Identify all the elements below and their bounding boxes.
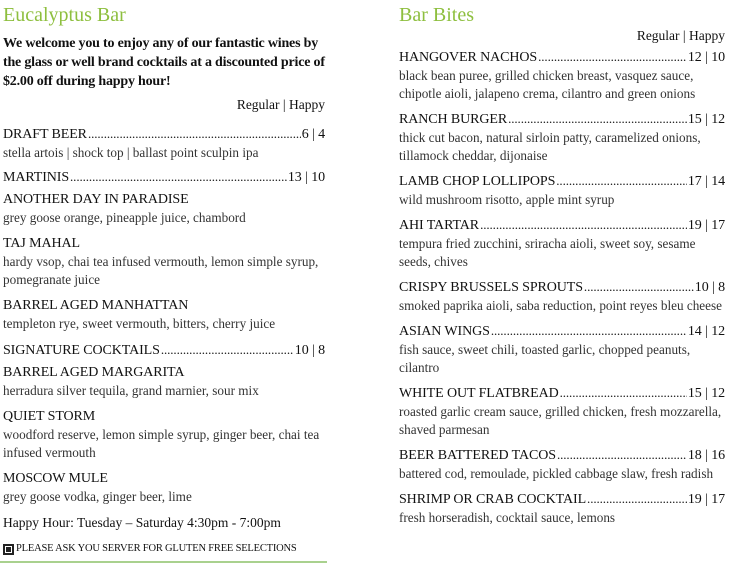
item-price: 10 | 8 <box>694 280 725 295</box>
item-name: HANGOVER NACHOS <box>399 50 538 65</box>
menu-item <box>399 278 725 315</box>
menu-item <box>399 110 725 165</box>
item-description: roasted garlic cream sauce, grilled chicken, fresh mozzarella, shaved parmesan <box>399 404 722 437</box>
bar-bites-title: Bar Bites <box>399 4 474 26</box>
menu-item <box>399 446 725 483</box>
item-description: fresh horseradish, cocktail sauce, lemons <box>399 510 616 525</box>
menu-item <box>399 48 725 103</box>
item-description: templeton rye, sweet vermouth, bitters, cherry juice <box>3 316 276 331</box>
item-description: tempura fried zucchini, sriracha aioli, sweet soy, sesame seeds, chives <box>399 236 696 269</box>
menu-item <box>3 125 325 162</box>
item-price: 18 | 16 <box>687 448 725 463</box>
item-price: 12 | 10 <box>687 50 725 65</box>
bar-bites-column <box>399 0 725 534</box>
item-name: AHI TARTAR <box>399 218 480 233</box>
menu-item <box>3 191 325 227</box>
item-name: DRAFT BEER <box>3 127 87 142</box>
menu-item <box>3 297 325 333</box>
item-price: 15 | 12 <box>687 112 725 127</box>
item-description: wild mushroom risotto, apple mint syrup <box>399 192 615 207</box>
item-name: MARTINIS <box>3 170 70 185</box>
happy-hour-schedule: Happy Hour: Tuesday – Saturday 4:30pm - 7:00pm <box>3 515 281 530</box>
item-description: woodford reserve, lemon simple syrup, ginger beer, chai tea infused vermouth <box>3 427 320 460</box>
item-price: 15 | 12 <box>687 386 725 401</box>
item-name: WHITE OUT FLATBREAD <box>399 386 559 401</box>
menu-item <box>399 216 725 271</box>
item-name: BARREL AGED MANHATTAN <box>3 298 189 313</box>
item-description: smoked paprika aioli, saba reduction, point reyes bleu cheese <box>399 298 722 313</box>
item-name: ANOTHER DAY IN PARADISE <box>3 192 189 207</box>
item-description: battered cod, remoulade, pickled cabbage slaw, fresh radish <box>399 466 714 481</box>
item-price: 13 | 10 <box>287 170 325 185</box>
happy-hour-intro: We welcome you to enjoy any of our fantastic wines by the glass or well brand cocktails at a discounted price of $2.00 off during happy hour! <box>3 36 325 89</box>
item-price: 19 | 17 <box>687 492 725 507</box>
item-name: BEER BATTERED TACOS <box>399 448 556 463</box>
menu-item <box>399 322 725 377</box>
bar-title: Eucalyptus Bar <box>3 4 126 26</box>
item-price: 17 | 14 <box>687 174 725 189</box>
item-name: BARREL AGED MARGARITA <box>3 365 185 380</box>
item-name: ASIAN WINGS <box>399 324 490 339</box>
item-description: stella artois | shock top | ballast point sculpin ipa <box>3 145 259 160</box>
item-price: 14 | 12 <box>687 324 725 339</box>
gluten-free-icon <box>3 544 14 555</box>
menu-item <box>399 490 725 527</box>
bar-menu-column <box>3 0 325 556</box>
menu-item <box>399 384 725 439</box>
item-description: grey goose vodka, ginger beer, lime <box>3 489 192 504</box>
item-name: QUIET STORM <box>3 409 96 424</box>
item-description: fish sauce, sweet chili, toasted garlic, chopped peanuts, cilantro <box>399 342 691 375</box>
footer-divider <box>0 561 327 563</box>
item-name: SIGNATURE COCKTAILS <box>3 343 160 358</box>
regular-happy-header: Regular | Happy <box>636 28 725 43</box>
item-name: RANCH BURGER <box>399 112 508 127</box>
menu-item <box>3 341 325 360</box>
item-price: 19 | 17 <box>687 218 725 233</box>
item-description: thick cut bacon, natural sirloin patty, caramelized onions, tillamock cheddar, dijonaise <box>399 130 701 163</box>
item-description: hardy vsop, chai tea infused vermouth, lemon simple syrup, pomegranate juice <box>3 254 319 287</box>
item-name: TAJ MAHAL <box>3 236 80 251</box>
menu-item <box>399 172 725 209</box>
item-price: 10 | 8 <box>294 343 325 358</box>
item-name: MOSCOW MULE <box>3 471 108 486</box>
item-name: SHRIMP OR CRAB COCKTAIL <box>399 492 587 507</box>
item-description: black bean puree, grilled chicken breast, vasquez sauce, chipotle aioli, jalapeno crema, cilantro and green onions <box>399 68 696 101</box>
item-price: 6 | 4 <box>301 127 325 142</box>
gluten-free-text: PLEASE ASK YOU SERVER FOR GLUTEN FREE SELECTIONS <box>16 543 297 554</box>
regular-happy-header: Regular | Happy <box>236 97 325 112</box>
item-name: CRISPY BRUSSELS SPROUTS <box>399 280 583 295</box>
item-description: grey goose orange, pineapple juice, chambord <box>3 210 246 225</box>
menu-item <box>3 168 325 187</box>
item-name: LAMB CHOP LOLLIPOPS <box>399 174 556 189</box>
item-description: herradura silver tequila, grand marnier, sour mix <box>3 383 259 398</box>
menu-item <box>3 235 325 289</box>
menu-item <box>3 408 325 462</box>
menu-item <box>3 470 325 506</box>
menu-item <box>3 364 325 400</box>
gluten-free-note <box>3 542 325 556</box>
